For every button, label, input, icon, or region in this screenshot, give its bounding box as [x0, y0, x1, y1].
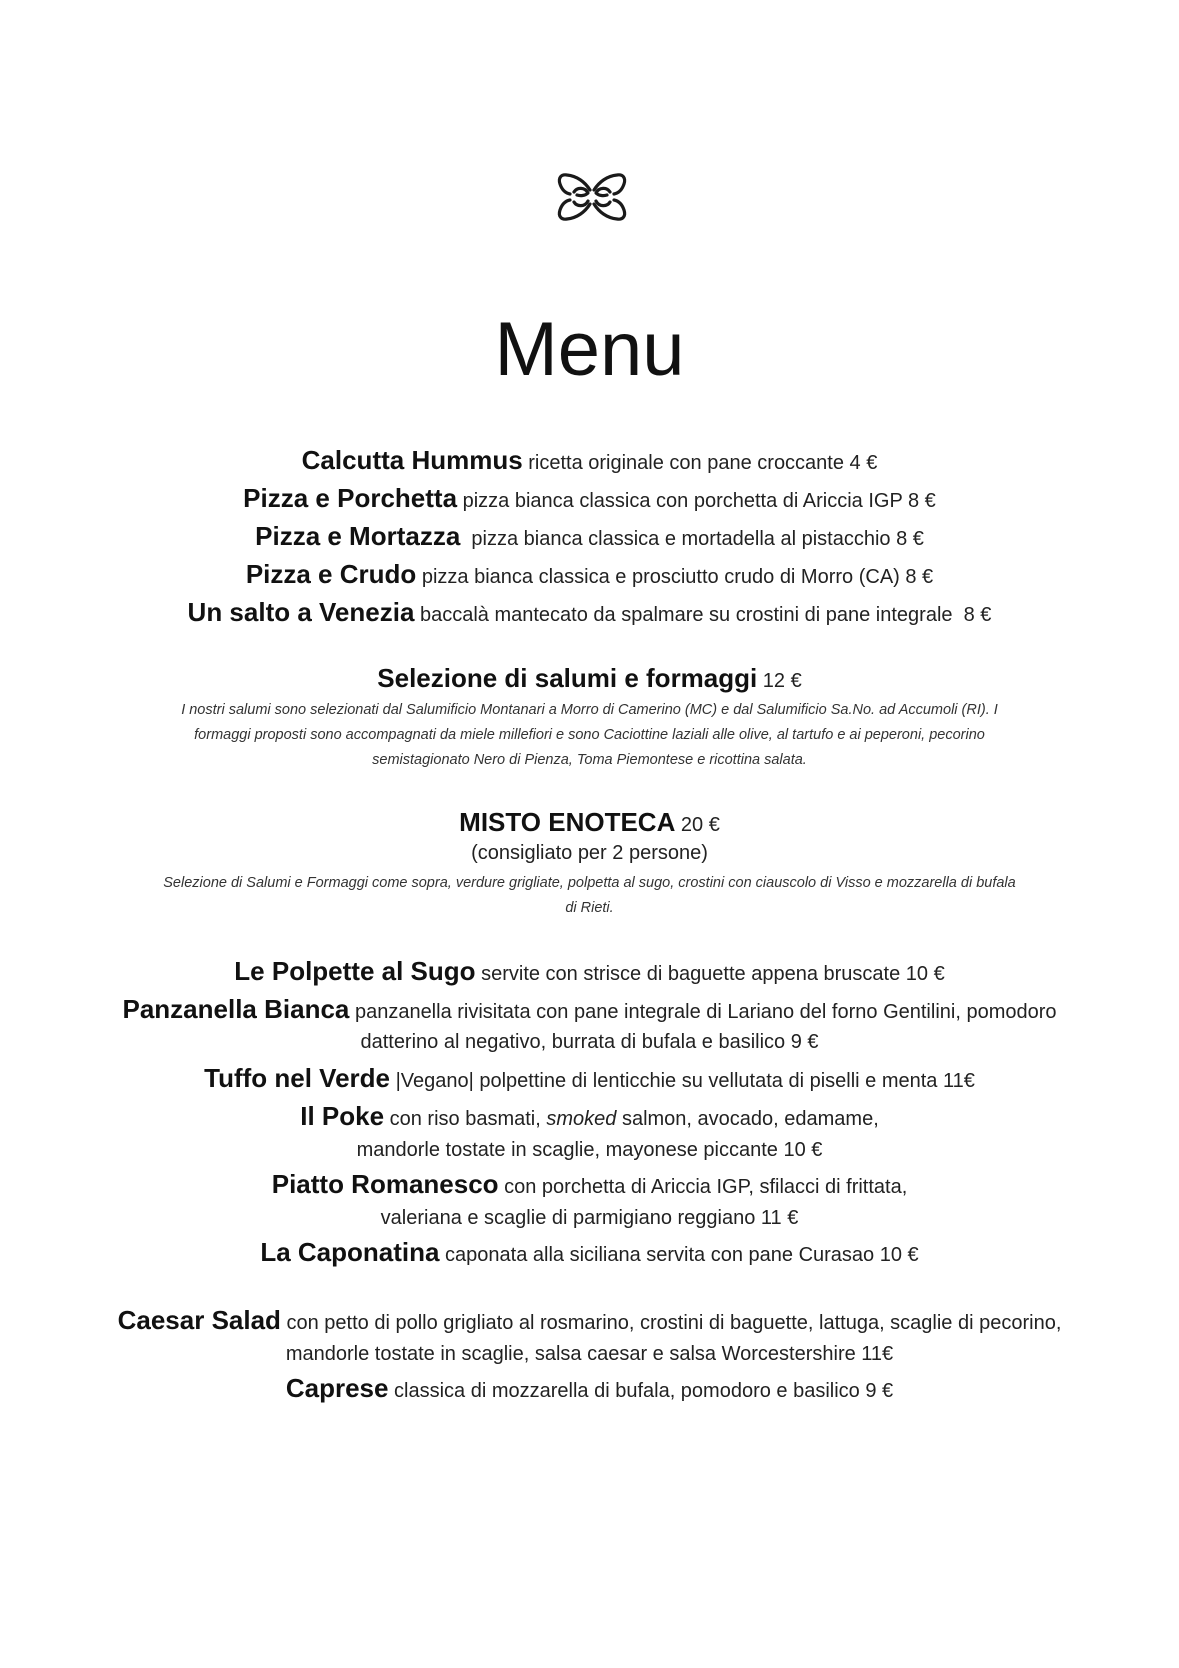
section-note: I nostri salumi sono selezionati dal Salumificio Montanari a Morro di Camerino (MC) e dal Salumificio Sa.No. ad Accumoli (RI). I [181, 702, 998, 718]
section-note: Selezione di Salumi e Formaggi come sopra, verdure grigliate, polpetta al sugo, crostini con ciauscolo di Visso e mozzarella di bufala [163, 875, 1016, 891]
item-name: Caprese [285, 1373, 389, 1403]
item-name: Le Polpette al Sugo [234, 956, 476, 986]
item-name: Piatto Romanesco [271, 1169, 499, 1199]
item-desc: servite con strisce di baguette appena bruscate 10 € [475, 963, 945, 985]
item-desc: valeriana e scaglie di parmigiano reggiano 11 € [380, 1207, 799, 1229]
page-title: Menu [494, 307, 685, 392]
item-desc-emphasis: smoked [546, 1108, 617, 1130]
menu-item [20, 1306, 1159, 1337]
menu-item [20, 522, 1159, 553]
menu-item [20, 1170, 1159, 1201]
item-desc: salmon, avocado, edamame, [616, 1108, 879, 1130]
menu-item [20, 995, 1159, 1026]
item-desc: caponata alla siciliana servita con pane Curasao 10 € [439, 1244, 919, 1266]
item-name: Tuffo nel Verde [204, 1063, 391, 1093]
menu-item [20, 1374, 1159, 1405]
section-note: semistagionato Nero di Pienza, Toma Piemontese e ricottina salata. [372, 752, 807, 768]
item-name: Il Poke [300, 1101, 385, 1131]
menu-item-continued [20, 1340, 1159, 1368]
item-name: Un salto a Venezia [187, 597, 415, 627]
item-desc: |Vegano| polpettine di lenticchie su vellutata di piselli e menta 11€ [390, 1070, 975, 1092]
item-name: MISTO ENOTECA [459, 807, 676, 837]
item-desc: mandorle tostate in scaglie, salsa caesar e salsa Worcestershire 11€ [285, 1343, 894, 1365]
item-name: Calcutta Hummus [301, 445, 523, 475]
menu-item [20, 1102, 1159, 1133]
item-desc: datterino al negativo, burrata di bufala e basilico 9 € [360, 1031, 819, 1053]
item-desc: pizza bianca classica e mortadella al pistacchio 8 € [460, 528, 924, 550]
item-desc: ricetta originale con pane croccante 4 € [522, 452, 878, 474]
section-subtitle: (consigliato per 2 persone) [471, 842, 708, 864]
item-desc: baccalà mantecato da spalmare su crostini di pane integrale 8 € [414, 604, 992, 626]
item-name: Pizza e Porchetta [243, 483, 458, 513]
item-desc: pizza bianca classica e prosciutto crudo di Morro (CA) 8 € [416, 566, 934, 588]
menu-item-continued [20, 1136, 1159, 1164]
menu-item [20, 484, 1159, 515]
section-note: di Rieti. [565, 900, 614, 916]
menu-item [20, 1238, 1159, 1269]
item-desc: con porchetta di Ariccia IGP, sfilacci di frittata, [498, 1176, 908, 1198]
menu-section-heading [20, 808, 1159, 839]
item-desc: con petto di pollo grigliato al rosmarino, crostini di baguette, lattuga, scaglie di pecorino, [280, 1312, 1062, 1334]
menu-item-continued [20, 1028, 1159, 1056]
item-desc: con riso basmati, [384, 1108, 547, 1130]
menu-item [20, 598, 1159, 629]
section-note: formaggi proposti sono accompagnati da miele millefiori e sono Caciottine laziali alle olive, al tartufo e ai peperoni, pecorino [194, 727, 985, 743]
menu-item [20, 560, 1159, 591]
item-desc: panzanella rivisitata con pane integrale di Lariano del forno Gentilini, pomodoro [349, 1001, 1057, 1023]
item-name: Caesar Salad [117, 1305, 281, 1335]
menu-item [20, 446, 1159, 477]
item-name: Panzanella Bianca [122, 994, 350, 1024]
menu-item [20, 957, 1159, 988]
item-name: La Caponatina [260, 1237, 440, 1267]
item-price: 20 € [675, 814, 720, 836]
item-desc: mandorle tostate in scaglie, mayonese piccante 10 € [356, 1139, 823, 1161]
item-price: 12 € [757, 670, 802, 692]
item-name: Selezione di salumi e formaggi [377, 663, 758, 693]
item-name: Pizza e Crudo [245, 559, 417, 589]
menu-item [20, 1064, 1159, 1095]
item-desc: classica di mozzarella di bufala, pomodoro e basilico 9 € [388, 1380, 894, 1402]
menu-item-continued [20, 1204, 1159, 1232]
four-petal-logo-icon [555, 160, 629, 234]
item-desc: pizza bianca classica con porchetta di Ariccia IGP 8 € [457, 490, 936, 512]
menu-section-heading [20, 664, 1159, 695]
item-name: Pizza e Mortazza [255, 521, 461, 551]
